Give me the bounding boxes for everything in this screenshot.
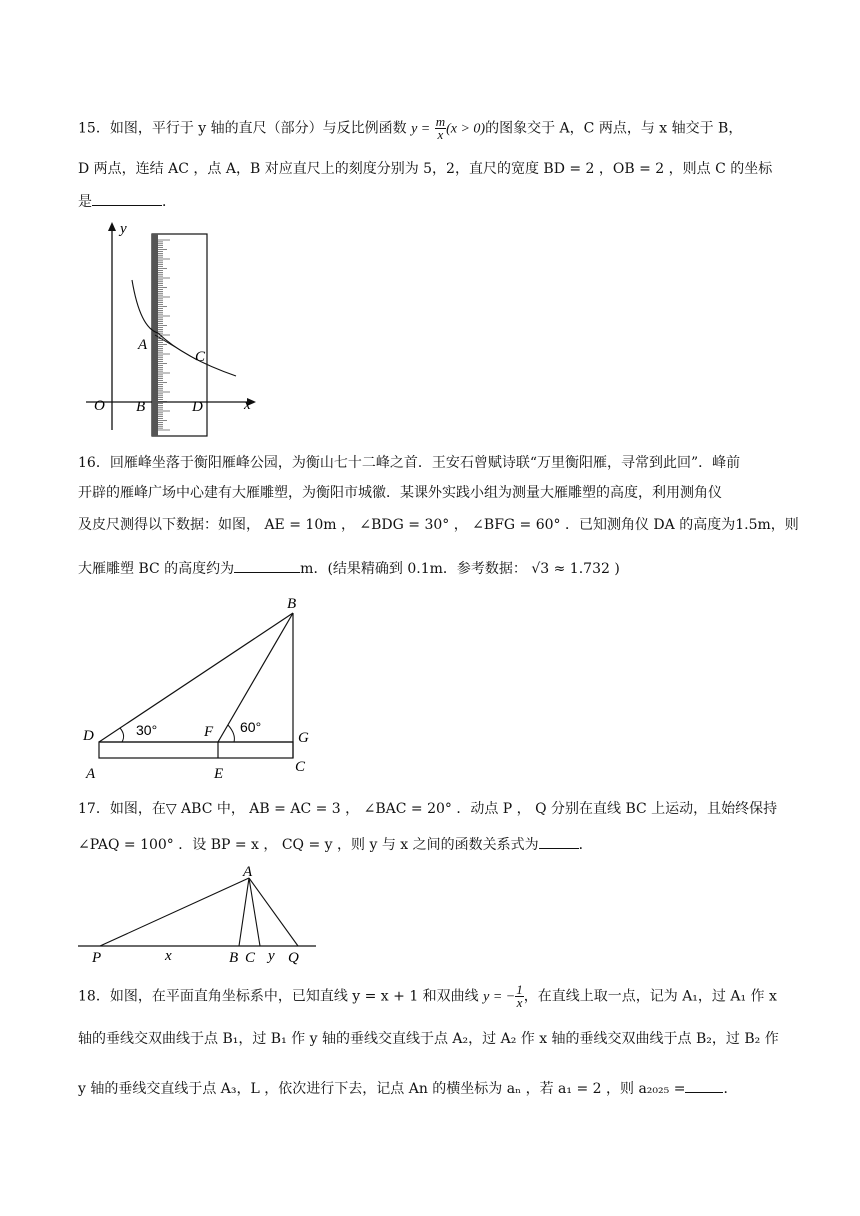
q16-text-4a: 大雁雕塑 BC 的高度约为 <box>78 561 235 577</box>
q16-line-3: 及皮尺测得以下数据：如图， AE = 10m ， ∠BDG = 30° ， ∠BFG = 60° ．已知测角仪 DA 的高度为1.5m，则 <box>78 517 799 533</box>
q18-line-1 <box>78 984 788 1009</box>
q17-line-1: 17．如图，在▽ ABC 中， AB = AC = 3 ， ∠BAC = 20° ．动点 P ， Q 分别在直线 BC 上运动，且始终保持 <box>78 801 778 817</box>
q17-line-ac <box>249 878 260 946</box>
q18-text-3b: ． <box>723 1081 738 1097</box>
q17-line-2 <box>78 834 788 854</box>
q15-text-3-end: ． <box>162 194 176 210</box>
q18-frac-den: x <box>516 995 523 1010</box>
q15-frac-den: x <box>437 127 444 142</box>
q17-label-b: B <box>229 950 239 966</box>
q15-text-3: 是 <box>78 194 92 210</box>
q15-formula-lhs: y = <box>411 121 431 137</box>
q18-answer-blank[interactable] <box>685 1078 723 1093</box>
q15-fraction <box>435 116 446 141</box>
q16-label-b: B <box>287 596 297 612</box>
q17-line-ab <box>239 878 249 946</box>
q18-text-3a: y 轴的垂线交直线于点 A₃，L ，依次进行下去，记点 An 的横坐标为 aₙ ，若 a₁ = 2 ，则 a₂₀₂₅ = <box>78 1081 686 1097</box>
q17-label-a: A <box>243 864 253 880</box>
q16-base-rect <box>99 742 293 758</box>
q16-label-e: E <box>214 766 224 782</box>
q15-line-3 <box>78 191 788 211</box>
q16-figure <box>80 592 330 784</box>
q17-line-ap <box>100 878 249 946</box>
q15-frac-num: m <box>435 114 446 129</box>
q18-line-2: 轴的垂线交双曲线于点 B₁，过 B₁ 作 y 轴的垂线交直线于点 A₂，过 A₂ 作 x 轴的垂线交双曲线于点 B₂，过 B₂ 作 <box>78 1031 779 1047</box>
q16-label-c: C <box>295 759 306 775</box>
q16-angle-arc-d <box>120 728 124 742</box>
q16-label-a: A <box>86 766 96 782</box>
q15-label-b: B <box>136 399 146 415</box>
q17-label-y: y <box>268 948 275 964</box>
q17-label-c: C <box>245 950 256 966</box>
q16-line-2: 开辟的雁峰广场中心建有大雁雕塑，为衡阳市城徽．某课外实践小组为测量大雁雕塑的高度，利用测角仪 <box>78 485 722 501</box>
q16-angle-30: 30° <box>136 722 158 738</box>
q15-formula-cond: (x > 0) <box>446 121 486 137</box>
q15-text-1b: 的图象交于 A，C 两点，与 x 轴交于 B， <box>485 120 743 137</box>
q17-answer-blank[interactable] <box>539 834 579 849</box>
q18-text-1b: ，在直线上取一点，记为 A₁，过 A₁ 作 x <box>523 988 777 1005</box>
q17-figure <box>74 862 324 970</box>
q16-line-1: 16．回雁峰坐落于衡阳雁峰公园，为衡山七十二峰之首．王安石曾赋诗联“万里衡阳雁，寻常到此回”．峰前 <box>78 455 741 471</box>
q18-line-3 <box>78 1078 788 1098</box>
q16-answer-blank[interactable] <box>234 558 300 573</box>
q15-label-y: y <box>120 221 127 237</box>
q17-text-2b: ． <box>578 837 593 853</box>
q16-text-4b: m．(结果精确到 0.1m．参考数据： √3 ≈ 1.732 ) <box>300 561 620 577</box>
q16-line-db <box>99 613 293 742</box>
q15-line-2: D 两点，连结 AC ，点 A，B 对应直尺上的刻度分别为 5，2，直尺的宽度 BD = 2 ，OB = 2 ，则点 C 的坐标 <box>78 161 773 177</box>
q15-label-o: O <box>94 398 105 414</box>
q15-label-x: x <box>244 397 251 413</box>
q18-frac-num: 1 <box>516 982 523 997</box>
q16-line-4 <box>78 558 788 578</box>
q17-label-q: Q <box>288 950 299 966</box>
q16-label-g: G <box>298 730 309 746</box>
q18-text-1a: 18．如图，在平面直角坐标系中，已知直线 y = x + 1 和双曲线 <box>78 988 479 1005</box>
q18-fraction <box>515 984 524 1009</box>
q16-angle-60: 60° <box>240 719 262 735</box>
q16-label-d: D <box>83 728 94 744</box>
q15-line-1 <box>78 116 788 141</box>
q15-segment-ac <box>155 335 197 360</box>
q15-label-c: C <box>195 349 206 365</box>
q17-label-x: x <box>165 948 172 964</box>
q15-text-1a: 15．如图，平行于 y 轴的直尺（部分）与反比例函数 <box>78 120 407 137</box>
q15-label-d: D <box>192 399 203 415</box>
q15-figure <box>84 218 264 440</box>
q17-label-p: P <box>92 950 102 966</box>
q16-angle-arc-f <box>228 725 234 742</box>
q18-formula-lhs: y = − <box>483 989 516 1005</box>
q16-label-f: F <box>204 724 214 740</box>
q15-y-arrow <box>108 222 116 231</box>
q15-answer-blank[interactable] <box>92 191 162 206</box>
q15-label-a: A <box>138 337 148 353</box>
q17-text-2a: ∠PAQ = 100° ．设 BP = x ， CQ = y ，则 y 与 x 之间的函数关系式为 <box>78 837 539 853</box>
q15-hyperbola <box>132 280 236 376</box>
q17-line-aq <box>249 878 298 946</box>
